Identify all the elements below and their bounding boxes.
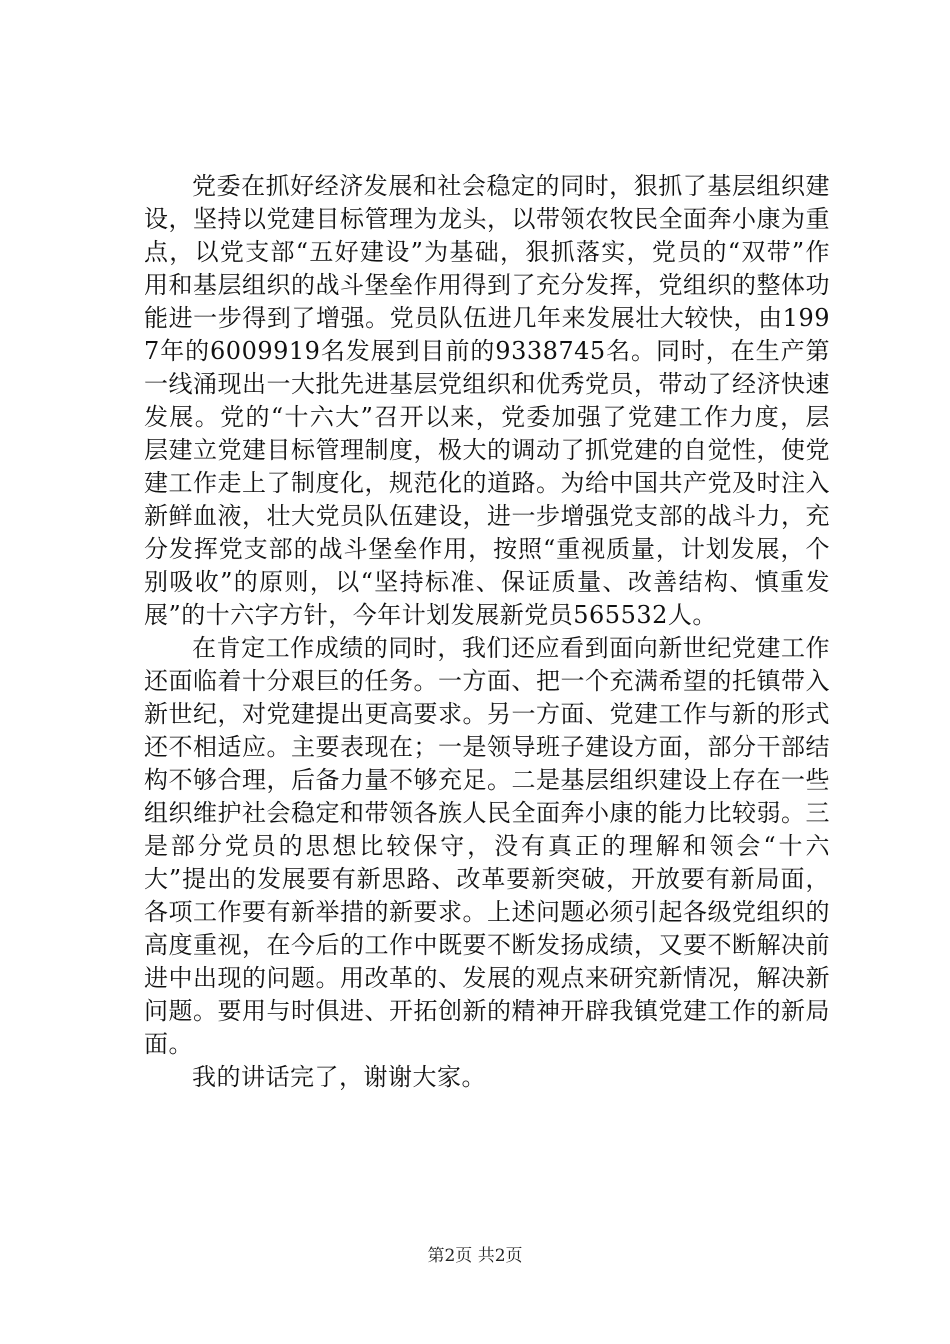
- paragraph-party-building-achievements: 党委在抓好经济发展和社会稳定的同时，狠抓了基层组织建设，坚持以党建目标管理为龙头，以带领农牧民全面奔小康为重点，以党支部“五好建设”为基础，狠抓落实，党员的“双带”作用和基层组织的战斗堡垒作用得到了充分发挥，党组织的整体功能进一步得到了增强。党员队伍进几年来发展壮大较快，由1997年的6009919名发展到目前的9338745名。同时，在生产第一线涌现出一大批先进基层党组织和优秀党员，带动了经济快速发展。党的“十六大”召开以来，党委加强了党建工作力度，层层建立党建目标管理制度，极大的调动了抓党建的自觉性，使党建工作走上了制度化，规范化的道路。为给中国共产党及时注入新鲜血液，壮大党员队伍建设，进一步增强党支部的战斗力，充分发挥党支部的战斗堡垒作用，按照“重视质量，计划发展，个别吸收”的原则，以“坚持标准、保证质量、改善结构、慎重发展”的十六字方针，今年计划发展新党员565532人。: [144, 172, 830, 629]
- paragraph-closing: 我的讲话完了，谢谢大家。: [192, 1063, 486, 1091]
- paragraph-challenges: 在肯定工作成绩的同时，我们还应看到面向新世纪党建工作还面临着十分艰巨的任务。一方面、把一个充满希望的托镇带入新世纪，对党建提出更高要求。另一方面、党建工作与新的形式还不相适应。主要表现在；一是领导班子建设方面，部分干部结构不够合理，后备力量不够充足。二是基层组织建设上存在一些组织维护社会稳定和带领各族人民全面奔小康的能力比较弱。三是部分党员的思想比较保守，没有真正的理解和领会“十六大”提出的发展要有新思路、改革要新突破，开放要有新局面，各项工作要有新举措的新要求。上述问题必须引起各级党组织的高度重视，在今后的工作中既要不断发扬成绩，又要不断解决前进中出现的问题。用改革的、发展的观点来研究新情况，解决新问题。要用与时俱进、开拓创新的精神开辟我镇党建工作的新局面。: [144, 634, 830, 1058]
- page-total: 共2页: [477, 1246, 523, 1266]
- page-number: 第2页: [427, 1246, 473, 1266]
- document-body: [144, 170, 830, 1094]
- page-footer: [0, 1245, 950, 1267]
